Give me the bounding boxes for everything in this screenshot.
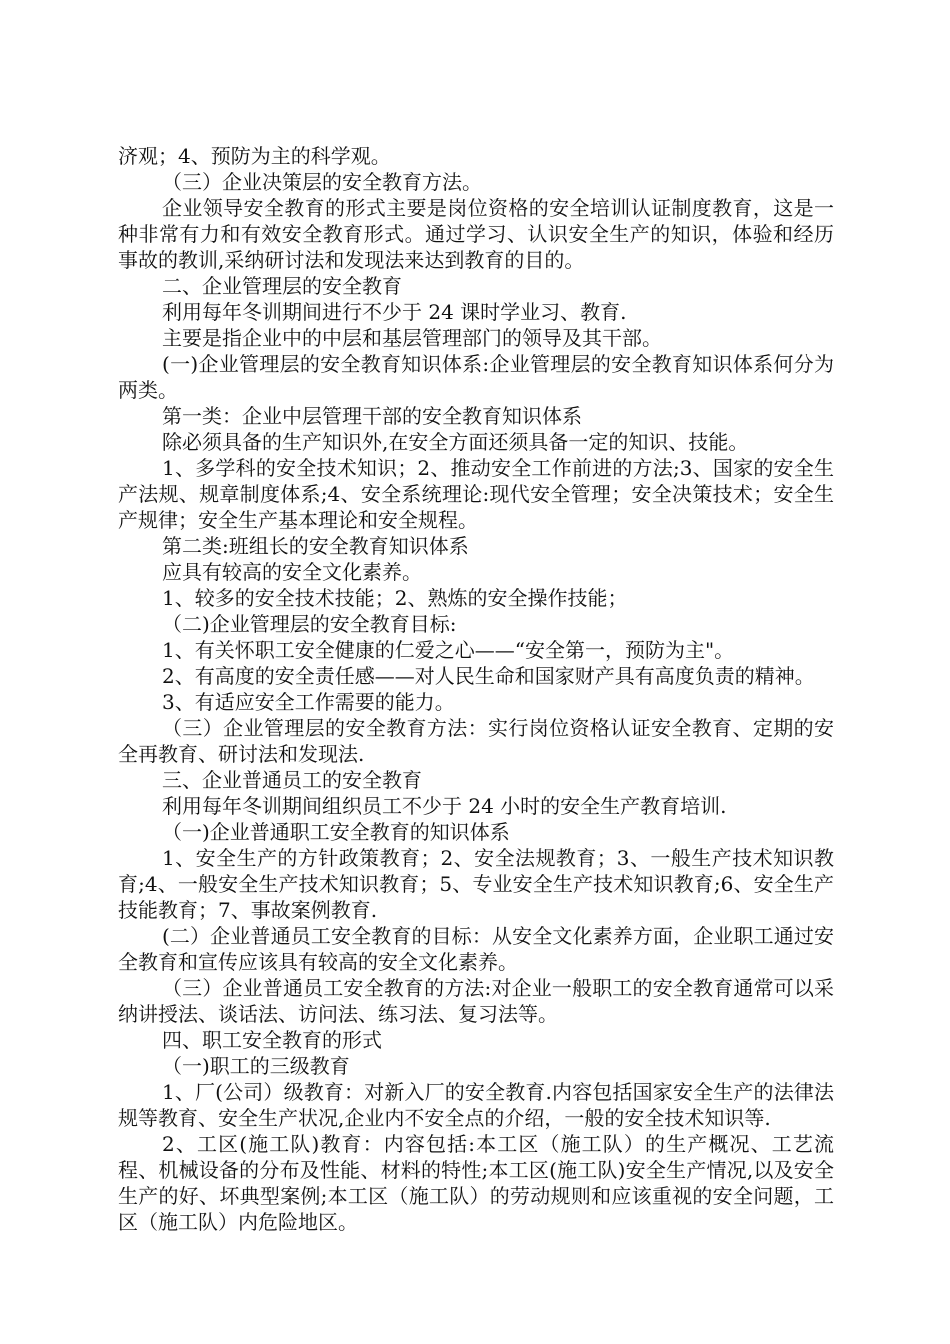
body-paragraph: (一)企业管理层的安全教育知识体系:企业管理层的安全教育知识体系何分为两类。	[118, 352, 834, 402]
body-paragraph: 三、企业普通员工的安全教育	[162, 768, 422, 792]
body-paragraph: （二)企业管理层的安全教育目标:	[162, 612, 457, 636]
body-paragraph: 利用每年冬训期间组织员工不少于 24 小时的安全生产教育培训.	[162, 794, 727, 818]
body-paragraph: 四、职工安全教育的形式	[162, 1028, 382, 1052]
body-paragraph: 济观；4、预防为主的科学观。	[118, 144, 391, 168]
body-paragraph: 除必须具备的生产知识外,在安全方面还须具备一定的知识、技能。	[162, 430, 749, 454]
body-paragraph: 3、有适应安全工作需要的能力。	[162, 690, 455, 714]
body-paragraph: 1、安全生产的方针政策教育；2、安全法规教育；3、一般生产技术知识教育;4、一般安全生产技术知识教育；5、专业安全生产技术知识教育;6、安全生产技能教育；7、事故案例教育.	[118, 846, 834, 922]
body-paragraph: 1、有关怀职工安全健康的仁爱之心——“安全第一，预防为主"。	[162, 638, 735, 662]
body-paragraph: 2、工区(施工队)教育：内容包括:本工区（施工队）的生产概况、工艺流程、机械设备的分布及性能、材料的特性;本工区(施工队)安全生产情况,以及安全生产的好、坏典型案例;本工区（施工队）的劳动规则和应该重视的安全问题，工区（施工队）内危险地区。	[118, 1132, 834, 1234]
body-paragraph: （一)企业普通职工安全教育的知识体系	[162, 820, 510, 844]
body-paragraph: 2、有高度的安全责任感——对人民生命和国家财产具有高度负责的精神。	[162, 664, 815, 688]
body-paragraph: 主要是指企业中的中层和基层管理部门的领导及其干部。	[162, 326, 662, 350]
body-paragraph: 1、较多的安全技术技能；2、熟炼的安全操作技能；	[162, 586, 628, 610]
body-paragraph: 应具有较高的安全文化素养。	[162, 560, 422, 584]
body-paragraph: 1、多学科的安全技术知识；2、推动安全工作前进的方法;3、国家的安全生产法规、规章制度体系;4、安全系统理论:现代安全管理；安全决策技术；安全生产规律；安全生产基本理论和安全规程。	[118, 456, 834, 532]
body-paragraph: 企业领导安全教育的形式主要是岗位资格的安全培训认证制度教育，这是一种非常有力和有效安全教育形式。通过学习、认识安全生产的知识，体验和经历事故的教训,采纳研讨法和发现法来达到教育的目的。	[118, 196, 834, 272]
body-paragraph: （三）企业普通员工安全教育的方法:对企业一般职工的安全教育通常可以采纳讲授法、谈话法、访问法、练习法、复习法等。	[118, 976, 834, 1026]
body-paragraph: 第二类:班组长的安全教育知识体系	[162, 534, 469, 558]
body-paragraph: 1、厂(公司）级教育：对新入厂的安全教育.内容包括国家安全生产的法律法规等教育、安全生产状况,企业内不安全点的介绍，一般的安全技术知识等.	[118, 1080, 834, 1130]
body-paragraph: 利用每年冬训期间进行不少于 24 课时学业习、教育.	[162, 300, 627, 324]
document-page	[118, 143, 834, 1235]
body-paragraph: 二、企业管理层的安全教育	[162, 274, 402, 298]
body-paragraph: 第一类：企业中层管理干部的安全教育知识体系	[162, 404, 582, 428]
body-paragraph: （一)职工的三级教育	[162, 1054, 350, 1078]
body-paragraph: （三）企业管理层的安全教育方法：实行岗位资格认证安全教育、定期的安全再教育、研讨法和发现法.	[118, 716, 834, 766]
body-paragraph: （三）企业决策层的安全教育方法。	[162, 170, 482, 194]
body-paragraph: (二）企业普通员工安全教育的目标：从安全文化素养方面，企业职工通过安全教育和宣传应该具有较高的安全文化素养。	[118, 924, 834, 974]
